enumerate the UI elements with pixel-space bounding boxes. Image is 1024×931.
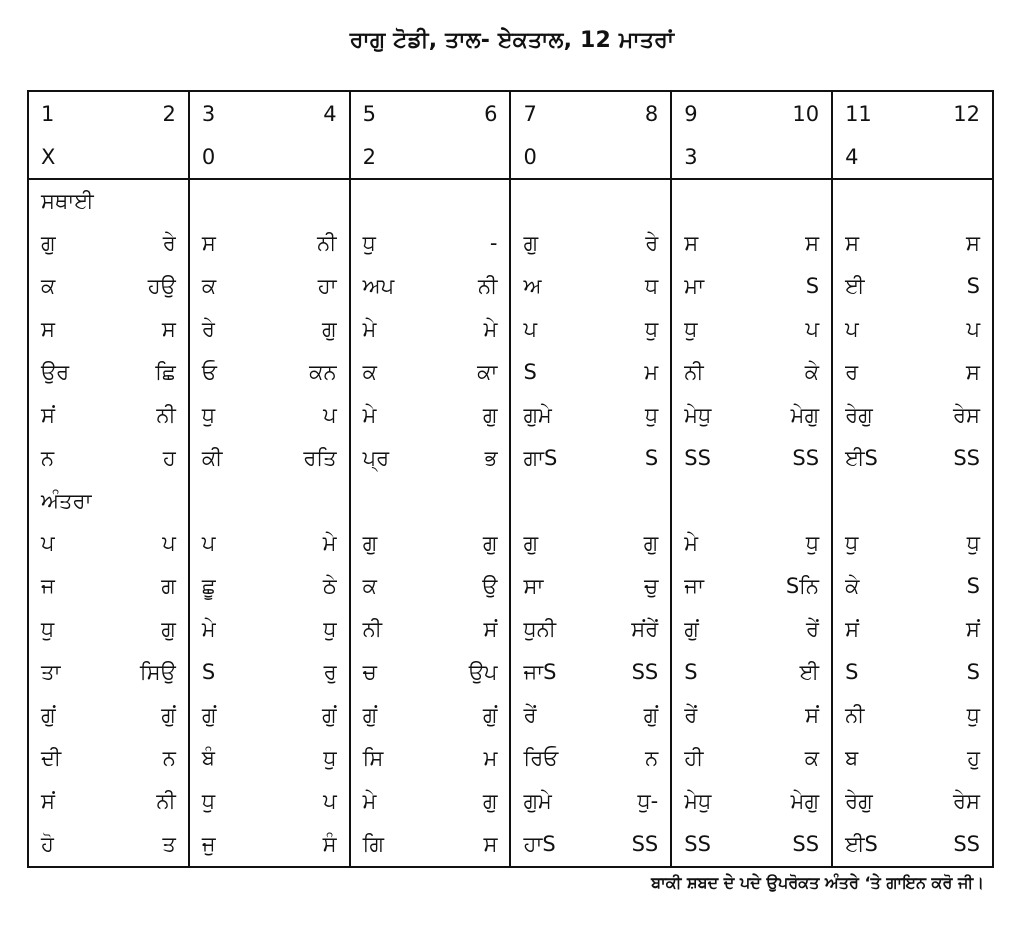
empty-cell bbox=[269, 480, 349, 522]
note-cell: Sਨਿ bbox=[752, 565, 832, 608]
note-cell: ਮੇਧੁ bbox=[684, 403, 712, 427]
note-cell: ਈS bbox=[845, 446, 878, 470]
note-cell: ਸਂ bbox=[752, 694, 832, 737]
note-cell: - bbox=[430, 222, 510, 265]
note-cell: ਸਂ bbox=[845, 617, 860, 641]
note-cell: ਪ bbox=[845, 317, 859, 341]
note-cell: ਮਾ bbox=[684, 274, 705, 298]
note-cell: ਹਾ bbox=[269, 265, 349, 308]
note-cell: ਰੇਂ bbox=[752, 608, 832, 651]
empty-cell bbox=[108, 480, 188, 522]
sthai-note-row bbox=[28, 394, 993, 437]
note-cell: SS bbox=[953, 832, 980, 856]
note-cell: ਹੀ bbox=[684, 746, 704, 770]
note-cell: ਨੀ bbox=[362, 617, 383, 641]
antra-note-row bbox=[28, 737, 993, 780]
note-cell: ਧੁ- bbox=[591, 780, 671, 823]
empty-cell bbox=[591, 480, 671, 522]
note-cell: ਸ bbox=[752, 222, 832, 265]
beat-number-cell: 1 bbox=[41, 101, 55, 126]
note-cell: ਪ bbox=[108, 522, 188, 565]
note-cell: ਪ bbox=[41, 531, 55, 555]
note-cell: ਸ bbox=[684, 231, 699, 255]
note-cell: ਗੁਂ bbox=[591, 694, 671, 737]
sthai-section-label: ਸਥਾਈ bbox=[41, 188, 94, 213]
empty-cell bbox=[591, 179, 671, 222]
note-cell: ਕ bbox=[752, 737, 832, 780]
note-cell: ਗੁਂ bbox=[269, 694, 349, 737]
note-cell: ਗੁ bbox=[430, 394, 510, 437]
empty-cell bbox=[350, 480, 430, 522]
note-cell: ਦੀ bbox=[41, 746, 62, 770]
empty-cell bbox=[430, 480, 510, 522]
beat-number-cell: 4 bbox=[269, 91, 349, 136]
sthai-note-row bbox=[28, 308, 993, 351]
note-cell: ਹਉ bbox=[108, 265, 188, 308]
note-cell: ਹੋ bbox=[41, 832, 54, 856]
note-cell: ਛਿ bbox=[108, 351, 188, 394]
antra-note-row bbox=[28, 694, 993, 737]
note-cell: ਗੁ bbox=[591, 522, 671, 565]
note-cell: ਜਾ bbox=[684, 574, 704, 598]
note-cell: ਧੁ bbox=[684, 317, 698, 341]
antra-note-row bbox=[28, 780, 993, 823]
note-cell: ਗਿ bbox=[362, 832, 385, 856]
note-cell: ਕੇ bbox=[845, 574, 860, 598]
beat-number-cell: 8 bbox=[591, 91, 671, 136]
note-cell: ਰੇਂ bbox=[523, 703, 537, 727]
note-cell: ਸ bbox=[430, 823, 510, 867]
note-cell: ਨੀ bbox=[108, 394, 188, 437]
note-cell: ਪ bbox=[523, 317, 537, 341]
note-cell: ਨ bbox=[108, 737, 188, 780]
taal-mark-cell-empty bbox=[752, 136, 832, 179]
note-cell: ਪ੍ਰ bbox=[362, 446, 390, 470]
note-cell: ਮੇ bbox=[684, 531, 699, 555]
note-cell: ਪ bbox=[269, 780, 349, 823]
note-cell: ਮੇਗੁ bbox=[752, 780, 832, 823]
empty-cell bbox=[912, 480, 993, 522]
taal-mark-cell-empty bbox=[108, 136, 188, 179]
note-cell: ਠੇ bbox=[269, 565, 349, 608]
note-cell: ਮੇ bbox=[269, 522, 349, 565]
note-cell: ਨੀ bbox=[269, 222, 349, 265]
beat-number-cell: 3 bbox=[201, 101, 216, 126]
empty-cell bbox=[189, 179, 269, 222]
empty-cell bbox=[832, 480, 912, 522]
antra-note-row bbox=[28, 651, 993, 694]
note-cell: SS bbox=[591, 823, 671, 867]
empty-cell bbox=[671, 480, 751, 522]
note-cell: ਈ bbox=[845, 274, 865, 298]
note-cell: ਕੇ bbox=[752, 351, 832, 394]
note-cell: ਰੇਸ bbox=[952, 789, 980, 813]
note-cell: ਸਿ bbox=[362, 746, 384, 770]
note-cell: ਸੰ bbox=[269, 823, 349, 867]
note-cell: SS bbox=[752, 437, 832, 480]
note-cell: ਗਾS bbox=[523, 446, 558, 470]
note-cell: SS bbox=[684, 832, 711, 856]
taal-mark-row bbox=[28, 136, 993, 179]
note-cell: ਗੁ bbox=[430, 522, 510, 565]
empty-cell bbox=[510, 179, 590, 222]
antra-note-row bbox=[28, 522, 993, 565]
taal-mark-cell: 0 bbox=[510, 136, 590, 179]
note-cell: ਕ bbox=[201, 274, 217, 298]
note-cell: ਤਾ bbox=[41, 660, 61, 684]
note-cell: ਤ bbox=[108, 823, 188, 867]
note-cell: SS bbox=[591, 651, 671, 694]
beat-number-cell: 7 bbox=[523, 101, 537, 126]
beat-number-cell: 9 bbox=[684, 101, 698, 126]
notation-table-body bbox=[28, 91, 993, 867]
note-cell: ਕ bbox=[362, 574, 377, 598]
note-cell: S bbox=[523, 360, 537, 384]
note-cell: ਧੁ bbox=[845, 531, 859, 555]
note-cell: ਕ bbox=[41, 274, 56, 298]
note-cell: ਹੁ bbox=[967, 746, 980, 770]
note-cell: ਰੇਸ bbox=[952, 403, 980, 427]
beat-number-cell: 5 bbox=[362, 101, 376, 126]
note-cell: ਮ bbox=[430, 737, 510, 780]
note-cell: ਚ bbox=[362, 660, 377, 684]
note-cell: SS bbox=[684, 446, 711, 470]
note-cell: ਸਂ bbox=[430, 608, 510, 651]
antra-note-row bbox=[28, 565, 993, 608]
note-cell: ਭ bbox=[430, 437, 510, 480]
note-cell: ਗੁ bbox=[523, 231, 539, 255]
beat-number-cell: 12 bbox=[953, 101, 980, 126]
note-cell: S bbox=[966, 274, 980, 298]
beat-number-row bbox=[28, 91, 993, 136]
empty-cell bbox=[912, 179, 993, 222]
empty-cell bbox=[671, 179, 751, 222]
note-cell: ਮੇਧੁ bbox=[684, 789, 712, 813]
empty-cell bbox=[510, 480, 590, 522]
note-cell: ਮੇ bbox=[362, 403, 377, 427]
note-cell: ਧੁ bbox=[201, 789, 216, 813]
note-cell: ਅਪ bbox=[362, 274, 395, 298]
note-cell: ਬੰ bbox=[201, 746, 215, 770]
empty-cell bbox=[189, 480, 269, 522]
note-cell: ਧੁ bbox=[362, 231, 376, 255]
page-title: ਰਾਗੁ ਟੋਡੀ, ਤਾਲ- ਏਕਤਾਲ, 12 ਮਾਤਰਾਂ bbox=[349, 28, 675, 53]
note-cell: ਕੀ bbox=[201, 446, 223, 470]
note-cell: ਰੇਗੁ bbox=[845, 789, 873, 813]
note-cell: ਗੁ bbox=[269, 308, 349, 351]
note-cell: ਰੁ bbox=[269, 651, 349, 694]
note-cell: ਗੁ bbox=[41, 231, 56, 255]
note-cell: ਧੁਨੀ bbox=[523, 617, 557, 641]
note-cell: S bbox=[966, 574, 980, 598]
note-cell: ਧ bbox=[591, 265, 671, 308]
note-cell: SS bbox=[953, 446, 980, 470]
note-cell: ਕ bbox=[362, 360, 377, 384]
empty-cell bbox=[752, 179, 832, 222]
note-cell: ਧੁ bbox=[269, 737, 349, 780]
note-cell: S bbox=[591, 437, 671, 480]
empty-cell bbox=[269, 179, 349, 222]
note-cell: ਰੇ bbox=[591, 222, 671, 265]
note-cell: ਗੁਂ bbox=[684, 617, 699, 641]
beat-number-cell: 6 bbox=[430, 91, 510, 136]
note-cell: ਸ bbox=[966, 360, 980, 384]
note-cell: ਧੁ bbox=[201, 403, 216, 427]
note-cell: ਸਂ bbox=[966, 617, 980, 641]
note-cell: ਨੀ bbox=[845, 703, 865, 727]
note-cell: S bbox=[966, 660, 980, 684]
note-cell: ਮੇਗੁ bbox=[752, 394, 832, 437]
beat-number-cell: 2 bbox=[108, 91, 188, 136]
note-cell: ਗੁਂ bbox=[108, 694, 188, 737]
note-cell: ਉਰ bbox=[41, 360, 70, 384]
note-cell: ਸਂਰੇਂ bbox=[591, 608, 671, 651]
beat-number-cell: 11 bbox=[845, 101, 872, 126]
antra-label-row bbox=[28, 480, 993, 522]
note-cell: ਮ bbox=[591, 351, 671, 394]
sthai-note-row bbox=[28, 265, 993, 308]
note-cell: ਧੁ bbox=[591, 308, 671, 351]
note-cell: ਰੇਗੁ bbox=[845, 403, 873, 427]
note-cell: ਸਂ bbox=[41, 403, 55, 427]
empty-cell bbox=[832, 179, 912, 222]
sthai-note-row bbox=[28, 222, 993, 265]
note-cell: ਰ bbox=[845, 360, 859, 384]
note-cell: ਗੁਮੇ bbox=[523, 403, 552, 427]
note-cell: ਰੇ bbox=[201, 317, 215, 341]
empty-cell bbox=[752, 480, 832, 522]
empty-cell bbox=[108, 179, 188, 222]
note-cell: ਕਨ bbox=[269, 351, 349, 394]
antra-section-label: ਅੰਤਰਾ bbox=[41, 488, 92, 513]
note-cell: ਧੁ bbox=[752, 522, 832, 565]
note-cell: ਪ bbox=[201, 531, 216, 555]
taal-mark-cell-empty bbox=[912, 136, 993, 179]
empty-cell bbox=[350, 179, 430, 222]
note-cell: ਮੇ bbox=[362, 317, 377, 341]
note-cell: ਨ bbox=[41, 446, 55, 470]
note-cell: ਰਤਿ bbox=[269, 437, 349, 480]
note-cell: ਸਂ bbox=[41, 789, 55, 813]
note-cell: S bbox=[752, 265, 832, 308]
note-cell: ਸਾ bbox=[523, 574, 544, 598]
taal-mark-cell-empty bbox=[269, 136, 349, 179]
note-cell: ਮੇ bbox=[430, 308, 510, 351]
note-cell: ਛੂ bbox=[201, 574, 216, 598]
note-cell: ਈS bbox=[845, 832, 878, 856]
note-cell: ਈ bbox=[752, 651, 832, 694]
note-cell: ਰੇ bbox=[108, 222, 188, 265]
note-cell: SS bbox=[752, 823, 832, 867]
note-cell: ਰੇਂ bbox=[684, 703, 698, 727]
note-cell: ਮੇ bbox=[201, 617, 216, 641]
taal-mark-cell: 0 bbox=[189, 136, 269, 179]
note-cell: ਜ bbox=[41, 574, 55, 598]
empty-cell bbox=[430, 179, 510, 222]
note-cell: ਪ bbox=[966, 317, 980, 341]
note-cell: S bbox=[845, 660, 859, 684]
note-cell: ਗੁਂ bbox=[362, 703, 378, 727]
note-cell: ਧੁ bbox=[41, 617, 55, 641]
taal-mark-cell-empty bbox=[591, 136, 671, 179]
note-cell: ਓ bbox=[201, 360, 217, 384]
note-cell: ਸ bbox=[966, 231, 980, 255]
note-cell: ਗ bbox=[108, 565, 188, 608]
note-cell: ਗੁਂ bbox=[201, 703, 217, 727]
taal-mark-cell-empty bbox=[430, 136, 510, 179]
taal-mark-cell: X bbox=[28, 136, 108, 179]
note-cell: ਨੀ bbox=[108, 780, 188, 823]
antra-note-row bbox=[28, 823, 993, 867]
note-cell: ਨੀ bbox=[430, 265, 510, 308]
beat-number-cell: 10 bbox=[752, 91, 832, 136]
note-cell: ਨੀ bbox=[684, 360, 704, 384]
note-cell: ਪ bbox=[269, 394, 349, 437]
sthai-label-row bbox=[28, 179, 993, 222]
note-cell: ਪ bbox=[752, 308, 832, 351]
note-cell: ਗੁਂ bbox=[41, 703, 56, 727]
note-cell: ਕਾ bbox=[430, 351, 510, 394]
notation-table bbox=[27, 90, 994, 868]
note-cell: ਸ bbox=[845, 231, 860, 255]
sthai-note-row bbox=[28, 351, 993, 394]
note-cell: ਅ bbox=[523, 274, 542, 298]
note-cell: ਗੁ bbox=[523, 531, 539, 555]
note-cell: ਜੁ bbox=[201, 832, 216, 856]
note-cell: ਸ bbox=[41, 317, 55, 341]
note-cell: ਸ bbox=[201, 231, 216, 255]
note-cell: ਗੁਮੇ bbox=[523, 789, 552, 813]
note-cell: ਹਾS bbox=[523, 832, 556, 856]
note-cell: ਜਾS bbox=[523, 660, 557, 684]
note-cell: ਚੁ bbox=[591, 565, 671, 608]
note-cell: ਸ bbox=[108, 308, 188, 351]
note-cell: ਉ bbox=[430, 565, 510, 608]
note-cell: ਗੁ bbox=[108, 608, 188, 651]
note-cell: ਬ bbox=[845, 746, 859, 770]
note-cell: ਧੁ bbox=[966, 531, 980, 555]
taal-mark-cell: 4 bbox=[832, 136, 912, 179]
note-cell: ਧੁ bbox=[591, 394, 671, 437]
note-cell: ਸਿਉ bbox=[108, 651, 188, 694]
note-cell: ਗੁਂ bbox=[430, 694, 510, 737]
note-cell: ਮੇ bbox=[362, 789, 377, 813]
note-cell: ਉਪ bbox=[430, 651, 510, 694]
note-cell: S bbox=[201, 660, 216, 684]
note-cell: ਰਿਓ bbox=[523, 746, 559, 770]
antra-note-row bbox=[28, 608, 993, 651]
note-cell: ਧੁ bbox=[269, 608, 349, 651]
note-cell: ਗੁ bbox=[362, 531, 378, 555]
note-cell: ਗੁ bbox=[430, 780, 510, 823]
note-cell: ਧੁ bbox=[966, 703, 980, 727]
note-cell: ਨ bbox=[591, 737, 671, 780]
taal-mark-cell: 3 bbox=[671, 136, 751, 179]
taal-mark-cell: 2 bbox=[350, 136, 430, 179]
note-cell: ਹ bbox=[108, 437, 188, 480]
note-cell: S bbox=[684, 660, 698, 684]
footer-note: ਬਾਕੀ ਸ਼ਬਦ ਦੇ ਪਦੇ ਉਪਰੋਕਤ ਅੰਤਰੇ ‘ਤੇ ਗਾਇਨ ਕਰੋ ਜੀ। bbox=[651, 873, 984, 892]
sthai-note-row bbox=[28, 437, 993, 480]
